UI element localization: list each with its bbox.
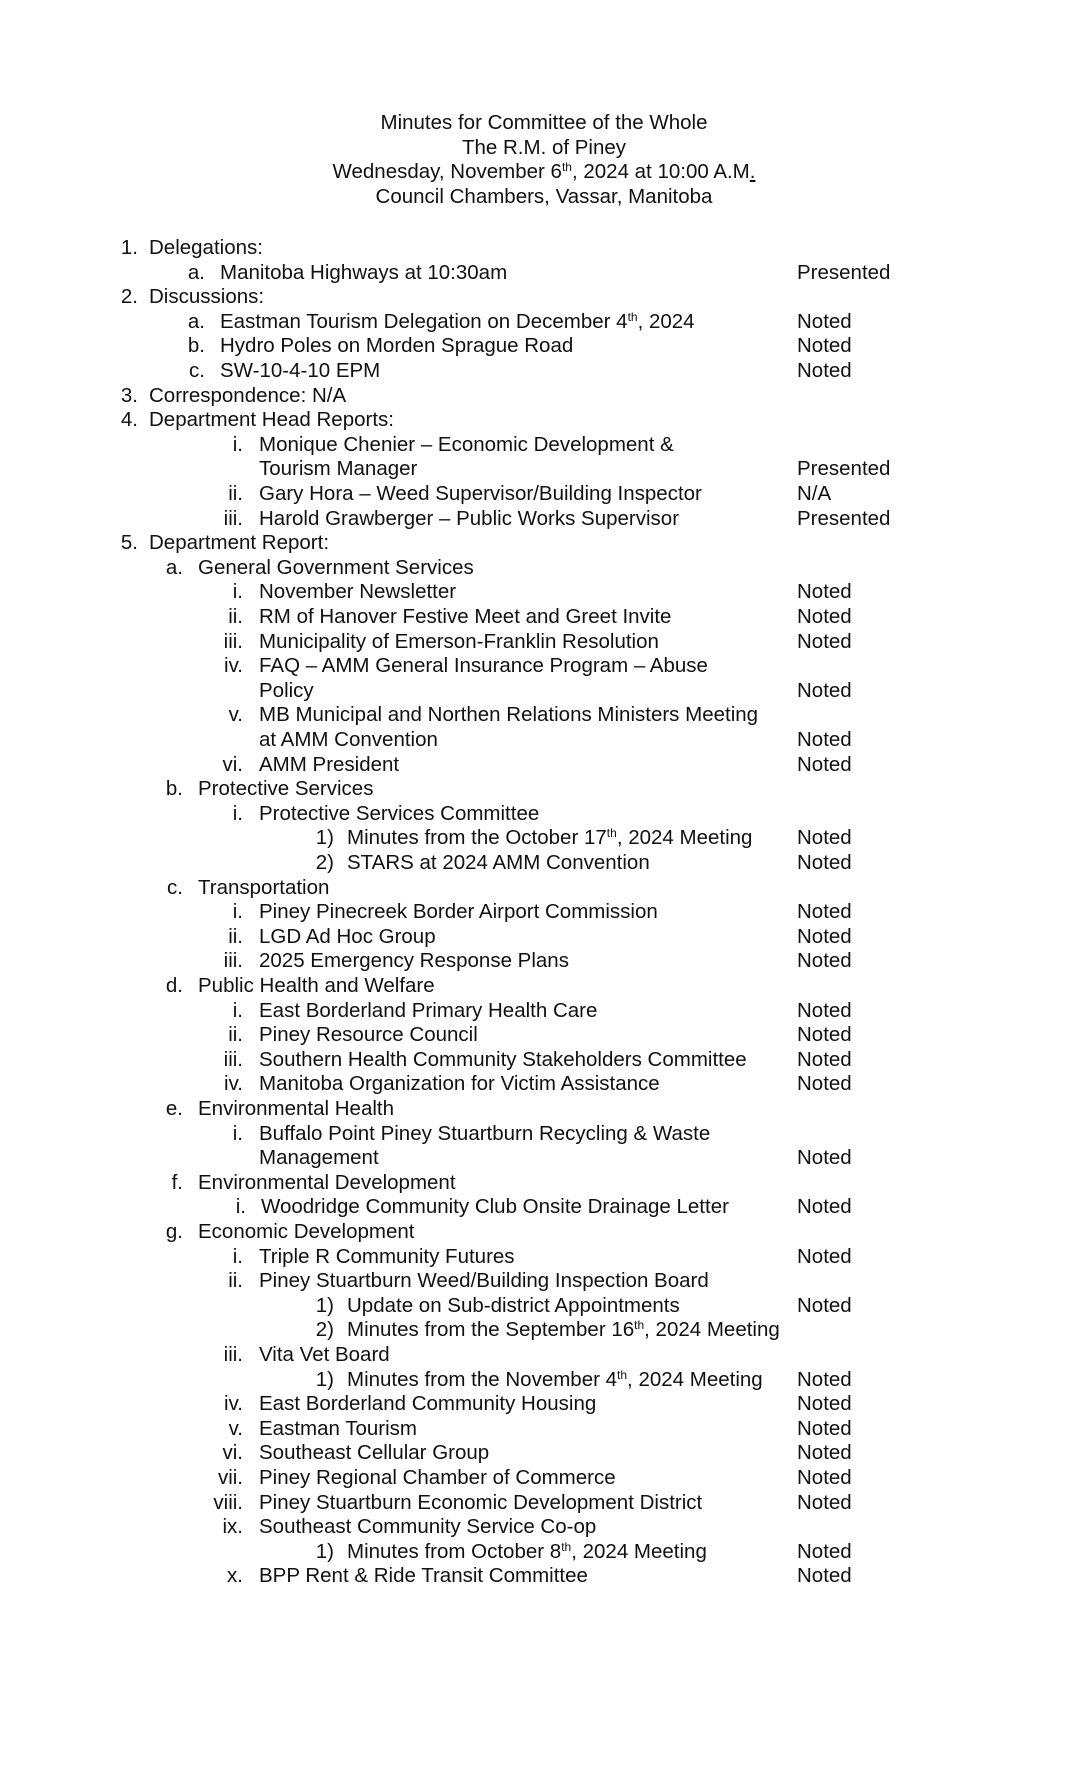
item-text xyxy=(259,630,659,655)
item-text-main: Piney Stuartburn Economic Development District xyxy=(259,1490,703,1514)
item-number: iv. xyxy=(224,1072,243,1096)
item-text-main: AMM President xyxy=(259,752,400,776)
agenda-item xyxy=(0,949,1088,974)
item-number: vi. xyxy=(222,1441,243,1465)
item-status: Noted xyxy=(797,1195,852,1219)
item-number: g. xyxy=(165,1220,183,1243)
item-status: Noted xyxy=(797,826,852,850)
meeting-date-text: Wednesday, November 6 xyxy=(332,160,562,183)
item-text xyxy=(259,433,674,458)
item-text-main: Manitoba Highways at 10:30am xyxy=(220,260,508,284)
item-status: Noted xyxy=(797,678,852,702)
item-text-main: Southeast Community Service Co-op xyxy=(259,1515,597,1539)
item-number: i. xyxy=(232,1121,243,1145)
item-number: a. xyxy=(187,260,205,284)
item-status: Noted xyxy=(797,1416,852,1440)
agenda-item xyxy=(0,1515,1088,1540)
item-number: i. xyxy=(232,580,243,604)
item-text xyxy=(259,507,679,532)
item-text xyxy=(259,949,569,974)
item-status: Noted xyxy=(797,334,852,358)
item-text-main: Protective Services xyxy=(198,777,374,801)
document-header xyxy=(0,111,1088,209)
item-number: iii. xyxy=(223,506,243,530)
agenda-item xyxy=(0,1072,1088,1097)
item-text-main: November Newsletter xyxy=(259,580,457,604)
item-text-main: Piney Resource Council xyxy=(259,1023,478,1047)
ordinal-suffix: th xyxy=(561,1539,572,1554)
item-status: Noted xyxy=(797,924,852,948)
agenda-item xyxy=(0,630,1088,655)
item-text xyxy=(347,851,650,876)
meeting-date xyxy=(0,160,1088,185)
agenda-item xyxy=(0,334,1088,359)
agenda-item xyxy=(0,1195,1088,1220)
item-text xyxy=(261,1195,729,1220)
item-status: Noted xyxy=(797,1293,852,1317)
item-text xyxy=(347,1368,763,1393)
item-text-tail: , 2024 Meeting xyxy=(616,826,753,850)
item-number: v. xyxy=(228,1416,243,1440)
item-number: ix. xyxy=(222,1515,243,1539)
item-text-tail: , 2024 Meeting xyxy=(644,1318,780,1342)
agenda-item xyxy=(0,851,1088,876)
item-text-main: Delegations: xyxy=(149,236,263,259)
item-status: Noted xyxy=(797,1072,852,1096)
item-status: Noted xyxy=(797,1564,852,1588)
agenda-item xyxy=(0,777,1088,802)
item-text xyxy=(259,1466,616,1491)
item-text xyxy=(259,1392,596,1417)
item-text-main: Update on Sub-district Appointments xyxy=(347,1293,680,1317)
item-text-main: East Borderland Community Housing xyxy=(259,1392,597,1416)
item-number: ii. xyxy=(228,482,243,505)
item-number: i. xyxy=(232,432,243,456)
item-status: Presented xyxy=(797,260,891,284)
agenda-item xyxy=(0,999,1088,1024)
item-number: 1) xyxy=(315,1367,334,1391)
item-status: Noted xyxy=(797,851,852,874)
item-text xyxy=(259,457,417,482)
item-text xyxy=(220,310,695,335)
item-status: Noted xyxy=(797,1392,852,1416)
item-text-main: General Government Services xyxy=(198,555,474,579)
item-text xyxy=(149,408,394,433)
item-text xyxy=(347,1318,780,1343)
item-text-main: Vita Vet Board xyxy=(259,1343,390,1366)
item-number: 1. xyxy=(120,236,138,259)
agenda-item xyxy=(0,876,1088,901)
item-text xyxy=(259,1491,702,1516)
agenda-item xyxy=(0,384,1088,409)
item-number: 2. xyxy=(120,285,138,309)
item-text-main: Eastman Tourism xyxy=(259,1416,417,1440)
item-text-main: Manitoba Organization for Victim Assistance xyxy=(259,1072,660,1096)
agenda-item xyxy=(0,261,1088,286)
item-text-main: 2025 Emergency Response Plans xyxy=(259,949,569,973)
item-text-main: Tourism Manager xyxy=(259,457,418,481)
item-text xyxy=(149,531,329,556)
item-text-main: Buffalo Point Piney Stuartburn Recycling & Waste xyxy=(259,1121,711,1145)
item-number: 5. xyxy=(120,531,138,555)
item-text-main: Transportation xyxy=(198,875,330,899)
item-text xyxy=(259,900,658,925)
item-text-main: Hydro Poles on Morden Sprague Road xyxy=(220,334,574,358)
agenda-item xyxy=(0,1417,1088,1442)
agenda-item xyxy=(0,1122,1088,1147)
ordinal-suffix: th xyxy=(606,826,617,841)
agenda-item xyxy=(0,1343,1088,1368)
item-text-main: SW-10-4-10 EPM xyxy=(220,359,381,382)
item-text-main: Minutes from October 8 xyxy=(347,1539,562,1563)
item-text-main: Policy xyxy=(259,678,314,702)
item-status: Noted xyxy=(797,998,852,1022)
item-number: ii. xyxy=(228,605,243,628)
item-number: 1) xyxy=(315,826,334,850)
item-status: Noted xyxy=(797,1244,852,1268)
item-text-main: Southern Health Community Stakeholders Committee xyxy=(259,1047,747,1071)
item-status: Noted xyxy=(797,949,852,973)
item-text-tail: , 2024 Meeting xyxy=(627,1367,763,1391)
ordinal-suffix: th xyxy=(627,309,638,324)
item-number: vii. xyxy=(217,1466,243,1489)
item-status: Noted xyxy=(797,752,852,776)
item-status: Presented xyxy=(797,457,891,481)
item-number: i. xyxy=(232,998,243,1022)
item-number: 1) xyxy=(315,1293,334,1317)
item-text-main: Environmental Development xyxy=(198,1170,456,1194)
item-number: ii. xyxy=(228,1269,243,1293)
item-status: Noted xyxy=(797,1023,852,1047)
item-text-tail: , 2024 Meeting xyxy=(571,1539,707,1563)
item-text xyxy=(259,1417,417,1442)
item-text-main: FAQ – AMM General Insurance Program – Abuse xyxy=(259,654,708,678)
item-text xyxy=(198,974,435,999)
item-text xyxy=(259,1023,478,1048)
item-text-main: Piney Pinecreek Border Airport Commission xyxy=(259,900,658,924)
agenda-item xyxy=(0,703,1088,728)
item-status: Noted xyxy=(797,1047,852,1071)
item-text xyxy=(149,285,264,310)
agenda-item xyxy=(0,753,1088,778)
item-text-main: Environmental Health xyxy=(198,1097,394,1120)
agenda-item xyxy=(0,1564,1088,1589)
item-text xyxy=(259,1515,596,1540)
agenda-item xyxy=(0,285,1088,310)
item-text xyxy=(259,679,314,704)
item-text-main: Monique Chenier – Economic Development & xyxy=(259,432,674,456)
agenda-item xyxy=(0,236,1088,261)
agenda-item xyxy=(0,925,1088,950)
item-text-main: Department Report: xyxy=(149,531,330,555)
item-number: i. xyxy=(235,1195,246,1219)
item-number: 3. xyxy=(120,383,138,407)
agenda-item xyxy=(0,1294,1088,1319)
agenda-item xyxy=(0,1269,1088,1294)
agenda-item xyxy=(0,433,1088,458)
item-text xyxy=(259,580,456,605)
item-text xyxy=(259,1245,515,1270)
item-status: Noted xyxy=(797,1490,852,1514)
agenda-item xyxy=(0,1023,1088,1048)
item-text-main: Management xyxy=(259,1146,379,1170)
agenda-item xyxy=(0,1171,1088,1196)
item-text-main: Protective Services Committee xyxy=(259,801,540,825)
agenda-item xyxy=(0,580,1088,605)
agenda-item xyxy=(0,654,1088,679)
item-number: i. xyxy=(232,1244,243,1268)
agenda-item xyxy=(0,1441,1088,1466)
meeting-date-suffix: th xyxy=(561,160,572,174)
item-text xyxy=(259,605,671,630)
item-text-main: Discussions: xyxy=(149,285,265,309)
meeting-date-time: , 2024 at 10:00 A.M xyxy=(571,160,750,183)
item-text xyxy=(259,1343,390,1368)
document-title: Minutes for Committee of the Whole xyxy=(380,111,708,134)
item-number: f. xyxy=(171,1170,183,1194)
item-number: iii. xyxy=(223,1343,243,1366)
meeting-date-period: . xyxy=(749,160,756,183)
item-text xyxy=(198,1097,394,1122)
agenda-item xyxy=(0,1146,1088,1171)
agenda-item xyxy=(0,359,1088,384)
item-number: v. xyxy=(228,703,243,727)
item-text xyxy=(259,1564,588,1589)
item-number: iii. xyxy=(223,1047,243,1071)
agenda-item xyxy=(0,1318,1088,1343)
agenda-item xyxy=(0,1097,1088,1122)
item-text xyxy=(149,236,263,261)
item-status: Noted xyxy=(797,900,852,924)
meeting-location: Council Chambers, Vassar, Manitoba xyxy=(375,184,713,208)
item-text-main: Minutes from the November 4 xyxy=(347,1367,618,1391)
item-text-main: Woodridge Community Club Onsite Drainage Letter xyxy=(261,1195,729,1219)
agenda-item xyxy=(0,1540,1088,1565)
item-number: b. xyxy=(187,334,205,358)
municipality-name: The R.M. of Piney xyxy=(461,135,627,159)
item-status: Noted xyxy=(797,1146,852,1170)
item-text-main: Harold Grawberger – Public Works Supervisor xyxy=(259,506,680,530)
item-text-main: Piney Stuartburn Weed/Building Inspection Board xyxy=(259,1269,709,1293)
agenda-item xyxy=(0,802,1088,827)
item-number: c. xyxy=(189,359,205,382)
agenda-item xyxy=(0,482,1088,507)
item-number: iii. xyxy=(223,629,243,653)
item-text-main: LGD Ad Hoc Group xyxy=(259,924,436,948)
item-number: i. xyxy=(232,900,243,924)
agenda-item xyxy=(0,1048,1088,1073)
item-number: i. xyxy=(232,801,243,825)
item-text xyxy=(259,1441,489,1466)
item-text-main: Eastman Tourism Delegation on December 4 xyxy=(220,309,628,333)
item-text-main: Minutes from the October 17 xyxy=(347,826,607,850)
agenda-item xyxy=(0,457,1088,482)
item-text xyxy=(259,654,708,679)
item-text xyxy=(198,777,373,802)
item-number: 4. xyxy=(120,408,138,432)
item-text-main: BPP Rent & Ride Transit Committee xyxy=(259,1564,588,1588)
agenda-item xyxy=(0,728,1088,753)
item-number: b. xyxy=(165,777,183,801)
item-status: Noted xyxy=(797,728,852,751)
agenda-item xyxy=(0,507,1088,532)
item-text-main: Correspondence: N/A xyxy=(149,383,347,407)
item-text-main: Triple R Community Futures xyxy=(259,1244,515,1268)
agenda-item xyxy=(0,310,1088,335)
agenda-item xyxy=(0,826,1088,851)
item-number: x. xyxy=(227,1564,243,1588)
item-text-tail: , 2024 xyxy=(637,309,695,333)
item-text xyxy=(220,359,380,384)
item-number: iv. xyxy=(224,654,243,678)
item-text-main: Southeast Cellular Group xyxy=(259,1441,490,1465)
item-text xyxy=(347,1294,680,1319)
item-text xyxy=(198,556,474,581)
item-text xyxy=(259,1269,709,1294)
item-status: Noted xyxy=(797,1441,852,1465)
item-status: Noted xyxy=(797,1367,852,1391)
item-text xyxy=(220,334,573,359)
item-number: a. xyxy=(187,309,205,333)
item-text-main: at AMM Convention xyxy=(259,728,438,751)
item-text xyxy=(198,1171,456,1196)
item-status: Noted xyxy=(797,1466,852,1489)
item-text-main: East Borderland Primary Health Care xyxy=(259,998,598,1022)
item-text xyxy=(259,703,758,728)
item-text-main: RM of Hanover Festive Meet and Greet Invite xyxy=(259,605,672,628)
item-text-main: STARS at 2024 AMM Convention xyxy=(347,851,650,874)
item-status: Noted xyxy=(797,359,852,382)
item-text-main: Economic Development xyxy=(198,1220,415,1243)
ordinal-suffix: th xyxy=(617,1367,628,1382)
item-status: Noted xyxy=(797,580,852,604)
item-text xyxy=(259,802,539,827)
item-text-main: Piney Regional Chamber of Commerce xyxy=(259,1466,616,1489)
agenda-item xyxy=(0,531,1088,556)
item-status: Noted xyxy=(797,1539,852,1563)
item-number: ii. xyxy=(228,1023,243,1047)
item-number: 2) xyxy=(315,851,334,874)
item-text xyxy=(198,1220,415,1245)
item-number: d. xyxy=(165,974,183,997)
agenda-item xyxy=(0,408,1088,433)
item-number: a. xyxy=(165,555,183,579)
item-number: iv. xyxy=(224,1392,243,1416)
item-text xyxy=(259,925,436,950)
agenda-item xyxy=(0,556,1088,581)
item-number: 2) xyxy=(315,1318,334,1342)
item-number: c. xyxy=(167,875,183,899)
agenda-item xyxy=(0,1245,1088,1270)
item-status: Noted xyxy=(797,605,852,628)
item-text xyxy=(198,876,329,901)
agenda-item xyxy=(0,605,1088,630)
item-text-main: Municipality of Emerson-Franklin Resolution xyxy=(259,629,659,653)
item-status: N/A xyxy=(797,482,832,505)
item-status: Noted xyxy=(797,629,852,653)
item-text xyxy=(259,999,597,1024)
item-text-main: Department Head Reports: xyxy=(149,408,394,432)
item-text xyxy=(259,728,438,753)
agenda-item xyxy=(0,1392,1088,1417)
item-text xyxy=(259,1048,747,1073)
item-text-main: Gary Hora – Weed Supervisor/Building Inspector xyxy=(259,482,702,505)
item-text xyxy=(347,826,752,851)
item-number: e. xyxy=(165,1097,183,1120)
item-number: ii. xyxy=(228,924,243,948)
item-text xyxy=(259,753,399,778)
item-text xyxy=(259,1122,710,1147)
item-text xyxy=(220,261,507,286)
item-text-main: Public Health and Welfare xyxy=(198,974,435,997)
item-number: iii. xyxy=(223,949,243,973)
ordinal-suffix: th xyxy=(634,1318,645,1333)
agenda-item xyxy=(0,1466,1088,1491)
item-text-main: Minutes from the September 16 xyxy=(347,1318,635,1342)
item-text xyxy=(149,384,346,409)
agenda-item xyxy=(0,679,1088,704)
agenda-item xyxy=(0,1368,1088,1393)
agenda-item xyxy=(0,974,1088,999)
item-text xyxy=(259,1146,379,1171)
item-number: 1) xyxy=(315,1539,334,1563)
item-text-main: MB Municipal and Northen Relations Ministers Meeting xyxy=(259,703,759,727)
agenda-item xyxy=(0,900,1088,925)
item-status: Noted xyxy=(797,309,852,333)
item-text xyxy=(259,1072,660,1097)
agenda-item xyxy=(0,1220,1088,1245)
item-status: Presented xyxy=(797,506,891,530)
item-number: vi. xyxy=(222,752,243,776)
agenda-item xyxy=(0,1491,1088,1516)
item-text xyxy=(259,482,702,507)
item-number: viii. xyxy=(213,1490,243,1514)
item-text xyxy=(347,1540,707,1565)
